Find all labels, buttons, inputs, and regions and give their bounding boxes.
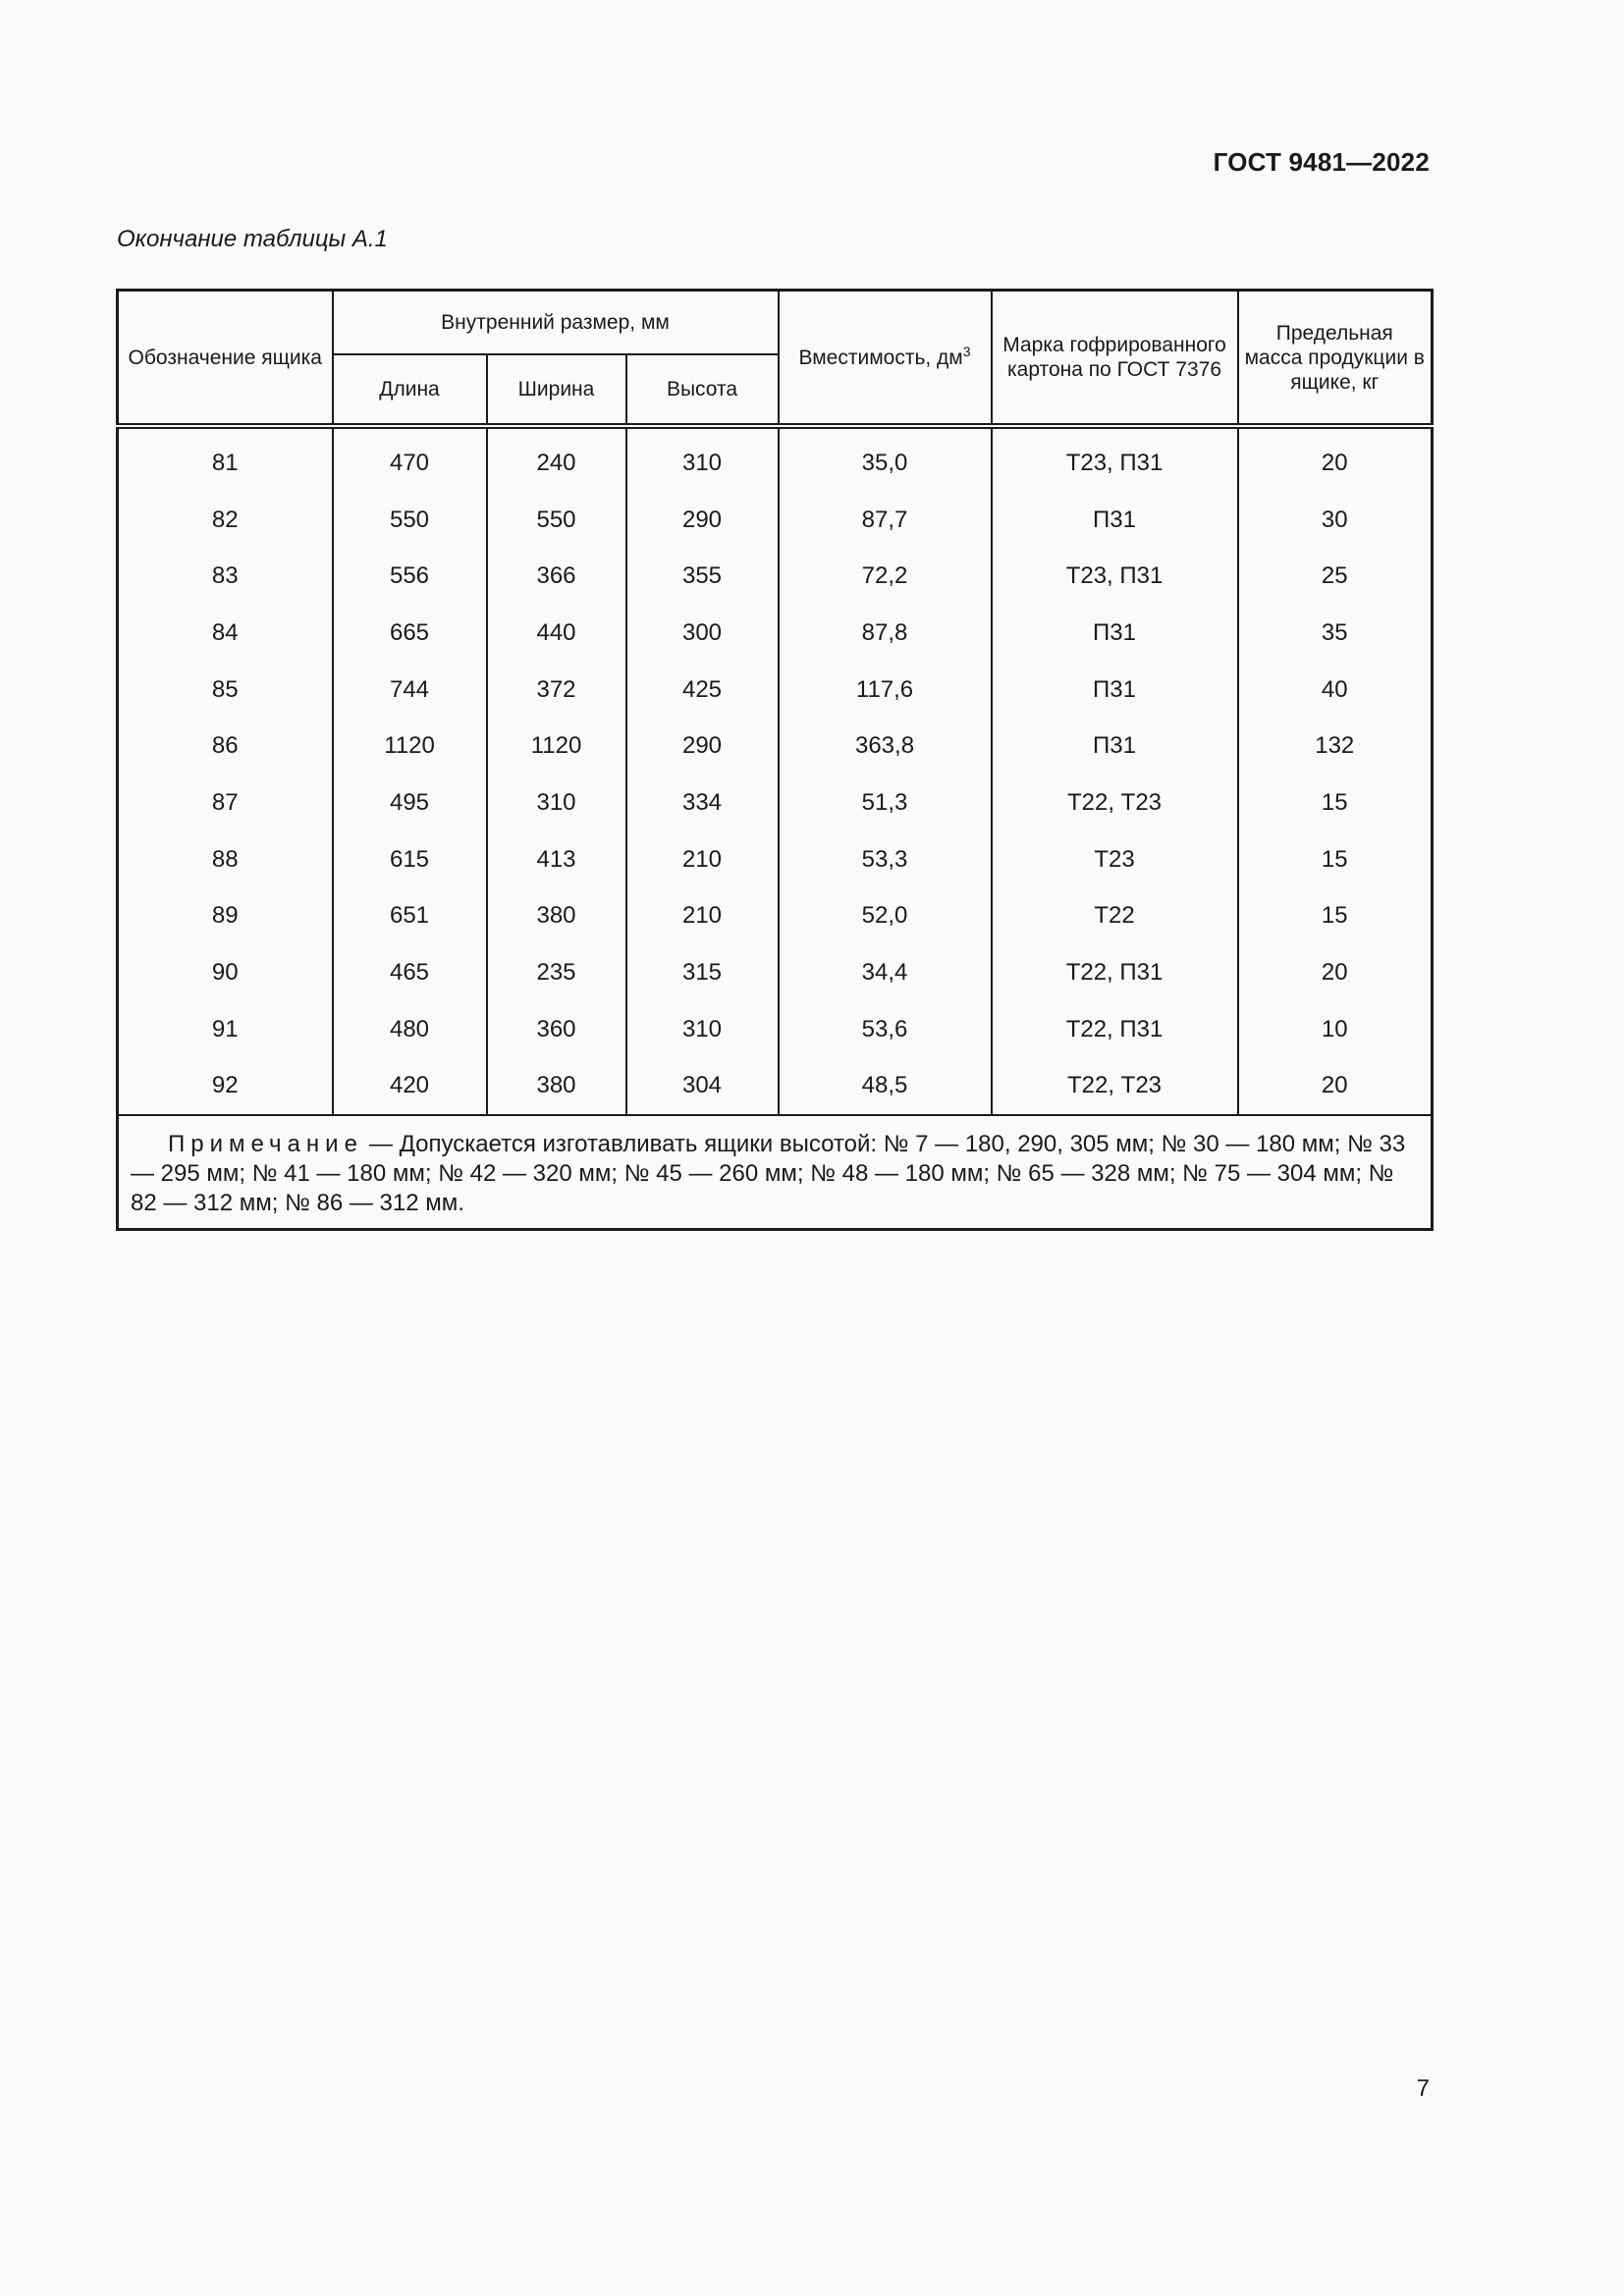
- table-row: [118, 662, 1433, 719]
- cell-capacity: 34,4: [779, 944, 992, 1001]
- cell-length: 550: [333, 492, 487, 549]
- cell-length: 495: [333, 774, 487, 831]
- cell-width: 380: [487, 888, 626, 945]
- cell-designation: 91: [118, 1001, 333, 1058]
- table-header: [118, 291, 1433, 427]
- cell-height: 290: [626, 718, 779, 774]
- cell-height: 310: [626, 426, 779, 492]
- cell-width: 310: [487, 774, 626, 831]
- cell-designation: 92: [118, 1058, 333, 1116]
- cell-height: 210: [626, 888, 779, 945]
- table-row: [118, 774, 1433, 831]
- cell-max-mass: 25: [1238, 548, 1433, 605]
- cell-capacity: 117,6: [779, 662, 992, 719]
- cell-max-mass: 15: [1238, 888, 1433, 945]
- header-capacity: [779, 291, 992, 427]
- cell-height: 310: [626, 1001, 779, 1058]
- cell-cardboard-grade: П31: [992, 605, 1238, 662]
- table-row: [118, 831, 1433, 888]
- cell-capacity: 53,3: [779, 831, 992, 888]
- cell-length: 470: [333, 426, 487, 492]
- cell-width: 413: [487, 831, 626, 888]
- cell-height: 355: [626, 548, 779, 605]
- cell-capacity: 48,5: [779, 1058, 992, 1116]
- table-row: [118, 426, 1433, 492]
- cell-width: 372: [487, 662, 626, 719]
- cell-cardboard-grade: Т22, Т23: [992, 774, 1238, 831]
- cell-width: 440: [487, 605, 626, 662]
- header-length: Длина: [333, 354, 487, 426]
- cell-cardboard-grade: Т22, П31: [992, 944, 1238, 1001]
- table-row: [118, 944, 1433, 1001]
- cell-length: 480: [333, 1001, 487, 1058]
- cell-designation: 83: [118, 548, 333, 605]
- cell-designation: 87: [118, 774, 333, 831]
- note-label: Примечание: [168, 1131, 363, 1158]
- cell-length: 556: [333, 548, 487, 605]
- cell-length: 615: [333, 831, 487, 888]
- table-row: [118, 492, 1433, 549]
- header-height: Высота: [626, 354, 779, 426]
- cell-width: 240: [487, 426, 626, 492]
- cell-height: 315: [626, 944, 779, 1001]
- cell-designation: 82: [118, 492, 333, 549]
- cell-cardboard-grade: П31: [992, 492, 1238, 549]
- table-row: [118, 1001, 1433, 1058]
- cell-max-mass: 15: [1238, 774, 1433, 831]
- cell-max-mass: 35: [1238, 605, 1433, 662]
- cell-length: 465: [333, 944, 487, 1001]
- cell-capacity: 53,6: [779, 1001, 992, 1058]
- cell-length: 651: [333, 888, 487, 945]
- cell-designation: 85: [118, 662, 333, 719]
- cell-cardboard-grade: П31: [992, 662, 1238, 719]
- document-id: ГОСТ 9481—2022: [1213, 147, 1430, 177]
- cell-capacity: 35,0: [779, 426, 992, 492]
- table-row: [118, 1058, 1433, 1116]
- cell-length: 665: [333, 605, 487, 662]
- cell-max-mass: 132: [1238, 718, 1433, 774]
- table-row: [118, 605, 1433, 662]
- cell-max-mass: 30: [1238, 492, 1433, 549]
- cell-width: 380: [487, 1058, 626, 1116]
- cell-max-mass: 40: [1238, 662, 1433, 719]
- header-max-mass: Предельная масса продукции в ящике, кг: [1238, 291, 1433, 427]
- table-body: [118, 426, 1433, 1115]
- cell-max-mass: 20: [1238, 426, 1433, 492]
- cell-designation: 90: [118, 944, 333, 1001]
- cell-capacity: 72,2: [779, 548, 992, 605]
- cell-max-mass: 10: [1238, 1001, 1433, 1058]
- cell-designation: 86: [118, 718, 333, 774]
- cell-height: 290: [626, 492, 779, 549]
- cell-cardboard-grade: Т22, Т23: [992, 1058, 1238, 1116]
- table-caption: Окончание таблицы А.1: [117, 226, 388, 252]
- boxes-table: [116, 289, 1434, 1231]
- cell-width: 235: [487, 944, 626, 1001]
- header-capacity-exponent: 3: [962, 343, 971, 359]
- table-row: [118, 888, 1433, 945]
- cell-height: 210: [626, 831, 779, 888]
- header-designation: Обозначение ящика: [118, 291, 333, 427]
- cell-height: 334: [626, 774, 779, 831]
- table-row: [118, 718, 1433, 774]
- cell-width: 550: [487, 492, 626, 549]
- header-capacity-label: Вместимость, дм: [798, 346, 963, 369]
- cell-length: 420: [333, 1058, 487, 1116]
- note-text: — Допускается изготавливать ящики высотой: № 7 — 180, 290, 305 мм; № 30 — 180 мм; № 33 — 295 мм; № 41 — 180 мм; № 42 — 320 мм; № 45 — 260 мм; № 48 — 180 мм; № 65 — 328 мм; № 75 — 304 мм; № 82 — 312 мм; № 86 — 312 мм.: [131, 1131, 1406, 1217]
- table-row: [118, 548, 1433, 605]
- cell-length: 744: [333, 662, 487, 719]
- cell-capacity: 52,0: [779, 888, 992, 945]
- cell-width: 1120: [487, 718, 626, 774]
- cell-max-mass: 20: [1238, 944, 1433, 1001]
- cell-capacity: 87,8: [779, 605, 992, 662]
- cell-cardboard-grade: Т23: [992, 831, 1238, 888]
- cell-designation: 88: [118, 831, 333, 888]
- cell-designation: 89: [118, 888, 333, 945]
- cell-capacity: 87,7: [779, 492, 992, 549]
- cell-width: 366: [487, 548, 626, 605]
- cell-capacity: 363,8: [779, 718, 992, 774]
- cell-width: 360: [487, 1001, 626, 1058]
- table-footer: [118, 1115, 1433, 1230]
- cell-designation: 81: [118, 426, 333, 492]
- cell-designation: 84: [118, 605, 333, 662]
- cell-cardboard-grade: Т23, П31: [992, 426, 1238, 492]
- cell-cardboard-grade: Т22: [992, 888, 1238, 945]
- header-width: Ширина: [487, 354, 626, 426]
- cell-cardboard-grade: П31: [992, 718, 1238, 774]
- cell-cardboard-grade: Т23, П31: [992, 548, 1238, 605]
- cell-height: 304: [626, 1058, 779, 1116]
- header-cardboard-grade: Марка гофрированного картона по ГОСТ 7376: [992, 291, 1238, 427]
- cell-height: 425: [626, 662, 779, 719]
- cell-max-mass: 20: [1238, 1058, 1433, 1116]
- page-number: 7: [1416, 2075, 1430, 2102]
- cell-capacity: 51,3: [779, 774, 992, 831]
- cell-max-mass: 15: [1238, 831, 1433, 888]
- header-inner-size: Внутренний размер, мм: [333, 291, 779, 355]
- table-note: [118, 1115, 1433, 1230]
- cell-cardboard-grade: Т22, П31: [992, 1001, 1238, 1058]
- cell-height: 300: [626, 605, 779, 662]
- cell-length: 1120: [333, 718, 487, 774]
